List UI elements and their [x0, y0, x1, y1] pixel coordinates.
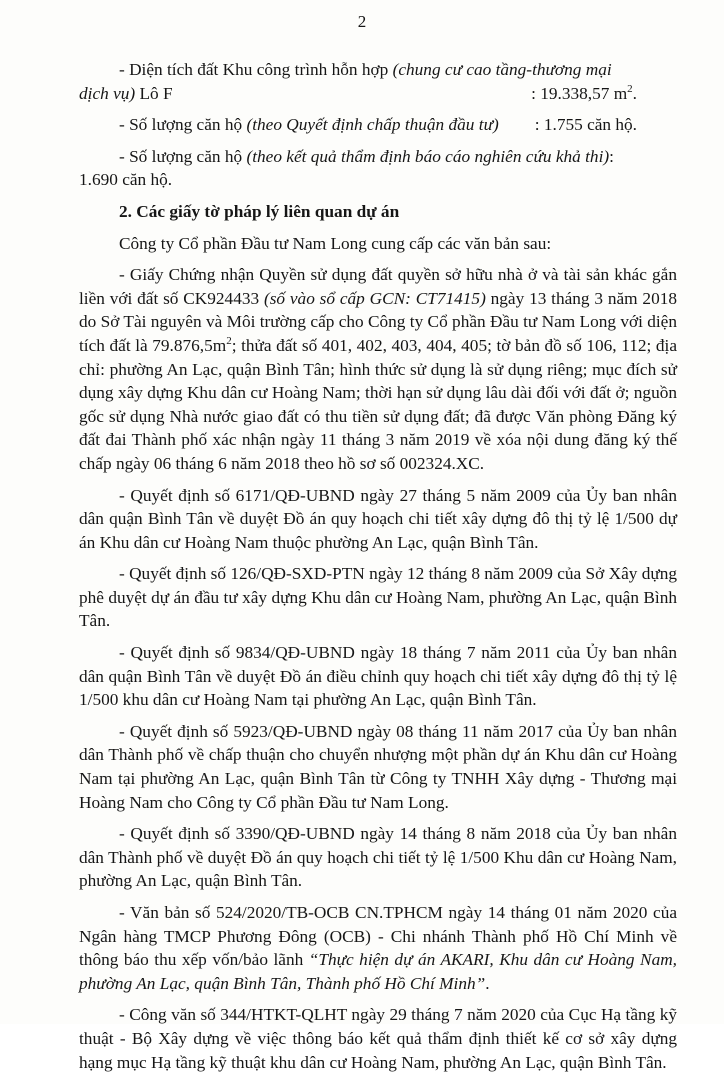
land-certificate-paragraph: - Giấy Chứng nhận Quyền sử dụng đất quyền sở hữu nhà ở và tài sản khác gắn liền với đất số CK924433 (số vào sổ cấp GCN: CT71415) ngày 13 tháng 3 năm 2018 do Sở Tài nguyên và Môi trường cấp cho Công ty Cổ phần Đầu tư Nam Long với diện tích đất là $79.876,5m^2$; thửa đất số 401, 402, 403, 404, 405; tờ bản đồ số 106, 112; địa chỉ: phường An Lạc, quận Bình Tân; hình thức sử dụng là sử dụng riêng; mục đích sử dụng xây dựng Khu dân cư Hoàng Nam; thời hạn sử dụng lâu dài đối với đất ở; nguồn gốc sử dụng Nhà nước giao đất có thu tiền sử dụng đất; đã được Văn phòng Đăng ký đất đai Thành phố xác nhận ngày 11 tháng 3 năm 2019 về xóa nội dung đăng ký thế chấp ngày 06 tháng 6 năm 2018 theo hồ sơ số 002324.XC.	[79, 265, 677, 473]
page-number: 2	[357, 12, 367, 31]
decision-5923-paragraph: - Quyết định số 5923/QĐ-UBND ngày 08 tháng 11 năm 2017 của Ủy ban nhân dân Thành phố về chấp thuận cho chuyển nhượng một phần dự án Khu dân cư Hoàng Nam tại phường An Lạc, quận Bình Tân từ Công ty TNHH Xây dựng - Thương mại Hoàng Nam cho Công ty Cổ phần Đầu tư Nam Long.	[79, 721, 677, 812]
decision-9834-paragraph: - Quyết định số 9834/QĐ-UBND ngày 18 tháng 7 năm 2011 của Ủy ban nhân dân quận Bình Tân về duyệt Đồ án điều chỉnh quy hoạch chi tiết xây dựng đô thị tỷ lệ 1/500 khu dân cư Hoàng Nam tại phường An Lạc, quận Bình Tân.	[79, 643, 677, 710]
apartment-count-line: - Số lượng căn hộ (theo Quyết định chấp thuận đầu tư) : 1.755 căn hộ.	[119, 115, 637, 135]
apartment-count-feasibility-value: 1.690 căn hộ.	[79, 170, 173, 190]
document-body	[79, 58, 677, 1082]
apartment-count-feasibility: - Số lượng căn hộ (theo kết quả thẩm định báo cáo nghiên cứu khả thi):	[119, 146, 614, 166]
area-line: - Diện tích đất Khu công trình hỗn hợp (chung cư cao tầng-thương mại	[119, 60, 612, 79]
decision-6171-paragraph: - Quyết định số 6171/QĐ-UBND ngày 27 tháng 5 năm 2009 của Ủy ban nhân dân quận Bình Tân về duyệt Đồ án quy hoạch chi tiết xây dựng đô thị tỷ lệ 1/500 dự án Khu dân cư Hoàng Nam thuộc phường An Lạc, quận Bình Tân.	[79, 485, 677, 552]
bank-letter-paragraph: - Văn bản số 524/2020/TB-OCB CN.TPHCM ngày 14 tháng 01 năm 2020 của Ngân hàng TMCP Phương Đông (OCB) - Chi nhánh Thành phố Hồ Chí Minh về thông báo thu xếp vốn/bảo lãnh “Thực hiện dự án AKARI, Khu dân cư Hoàng Nam, phường An Lạc, quận Bình Tân, Thành phố Hồ Chí Minh”.	[79, 903, 678, 993]
area-line-cont: dịch vụ) Lô F : 19.338,57 $m^2$.	[79, 82, 637, 103]
official-letter-344-paragraph: - Công văn số 344/HTKT-QLHT ngày 29 tháng 7 năm 2020 của Cục Hạ tầng kỹ thuật - Bộ Xây dựng về việc thông báo kết quả thẩm định thiết kế cơ sở xây dựng hạng mục Hạ tầng kỹ thuật khu dân cư Hoàng Nam, phường An Lạc, quận Bình Tân.	[79, 1005, 677, 1072]
section-heading: 2. Các giấy tờ pháp lý liên quan dự án	[119, 201, 400, 221]
decision-126-paragraph: - Quyết định số 126/QĐ-SXD-PTN ngày 12 tháng 8 năm 2009 của Sở Xây dựng phê duyệt dự án đầu tư xây dựng Khu dân cư Hoàng Nam, phường An Lạc, quận Bình Tân.	[79, 564, 678, 631]
decision-3390-paragraph: - Quyết định số 3390/QĐ-UBND ngày 14 tháng 8 năm 2018 của Ủy ban nhân dân Thành phố về duyệt Đồ án quy hoạch chi tiết tỷ lệ 1/500 Khu dân cư Hoàng Nam, phường An Lạc, quận Bình Tân.	[79, 824, 677, 891]
intro-paragraph: Công ty Cổ phần Đầu tư Nam Long cung cấp các văn bản sau:	[119, 233, 552, 253]
